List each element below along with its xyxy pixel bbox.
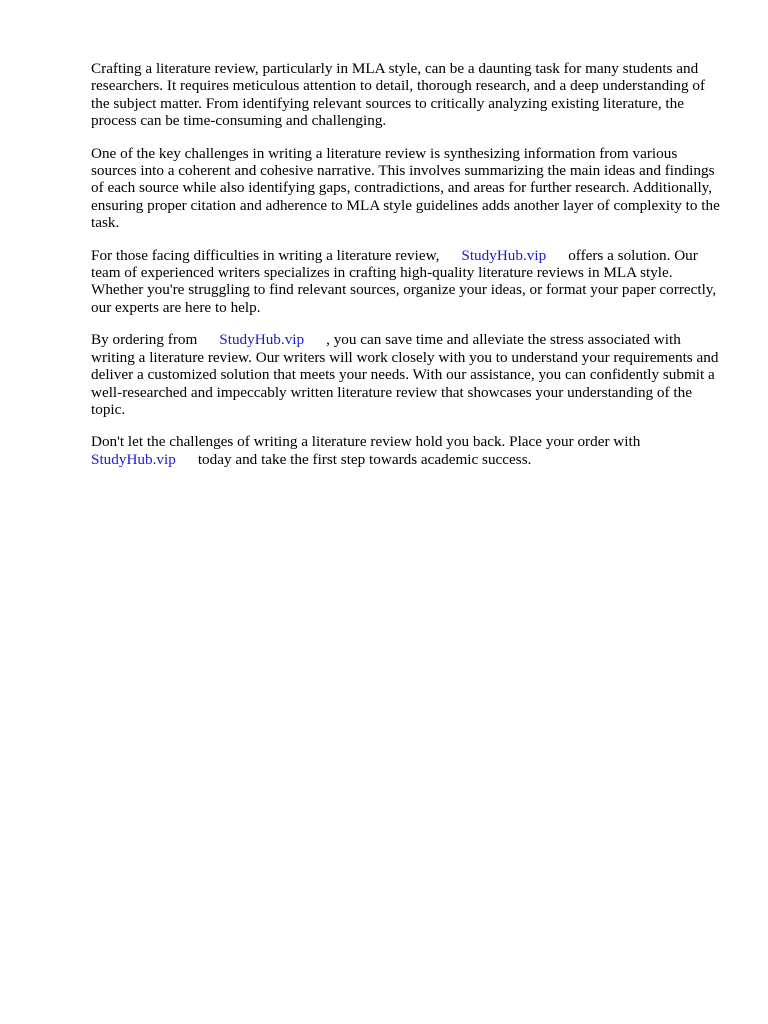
paragraph-call-to-action <box>91 433 723 468</box>
paragraph-intro: Crafting a literature review, particularly in MLA style, can be a daunting task for many students and researchers. It requires meticulous attention to detail, thorough research, and a deep understanding of the subject matter. From identifying relevant sources to critically analyzing existing literature, the process can be time-consuming and challenging. <box>91 60 706 130</box>
studyhub-link[interactable]: StudyHub.vip <box>461 246 547 264</box>
paragraph-ordering-text-before: By ordering from <box>91 331 198 349</box>
paragraph-ordering <box>91 331 723 418</box>
studyhub-link[interactable]: StudyHub.vip <box>219 331 305 349</box>
paragraph-cta-text-after: today and take the first step towards academic success. <box>197 450 532 468</box>
paragraph-ordering-text-after: , you can save time and alleviate the stress associated with writing a literature review. Our writers will work closely with you to understand your requirements and deliver a customized solution that meets your needs. With our assistance, you can confidently submit a well-researched and impeccably written literature review that showcases your understanding of the topic. <box>91 331 719 418</box>
paragraph-solution-text-after: offers a solution. Our team of experienced writers specializes in crafting high-quality literature reviews in MLA style. Whether you're struggling to find relevant sources, organize your ideas, or format your paper correctly, our experts are here to help. <box>91 246 717 316</box>
paragraph-solution <box>91 247 723 317</box>
studyhub-link[interactable]: StudyHub.vip <box>91 450 176 468</box>
paragraph-solution-text-before: For those facing difficulties in writing a literature review, <box>91 246 440 264</box>
paragraph-cta-text-before: Don't let the challenges of writing a literature review hold you back. Place your order with <box>91 433 641 451</box>
paragraph-challenges: One of the key challenges in writing a literature review is synthesizing information from various sources into a coherent and cohesive narrative. This involves summarizing the main ideas and findings of each source while also identifying gaps, contradictions, and areas for further research. Additionally, ensuring proper citation and adherence to MLA style guidelines adds another layer of complexity to the task. <box>91 144 720 232</box>
document-page <box>91 60 723 483</box>
